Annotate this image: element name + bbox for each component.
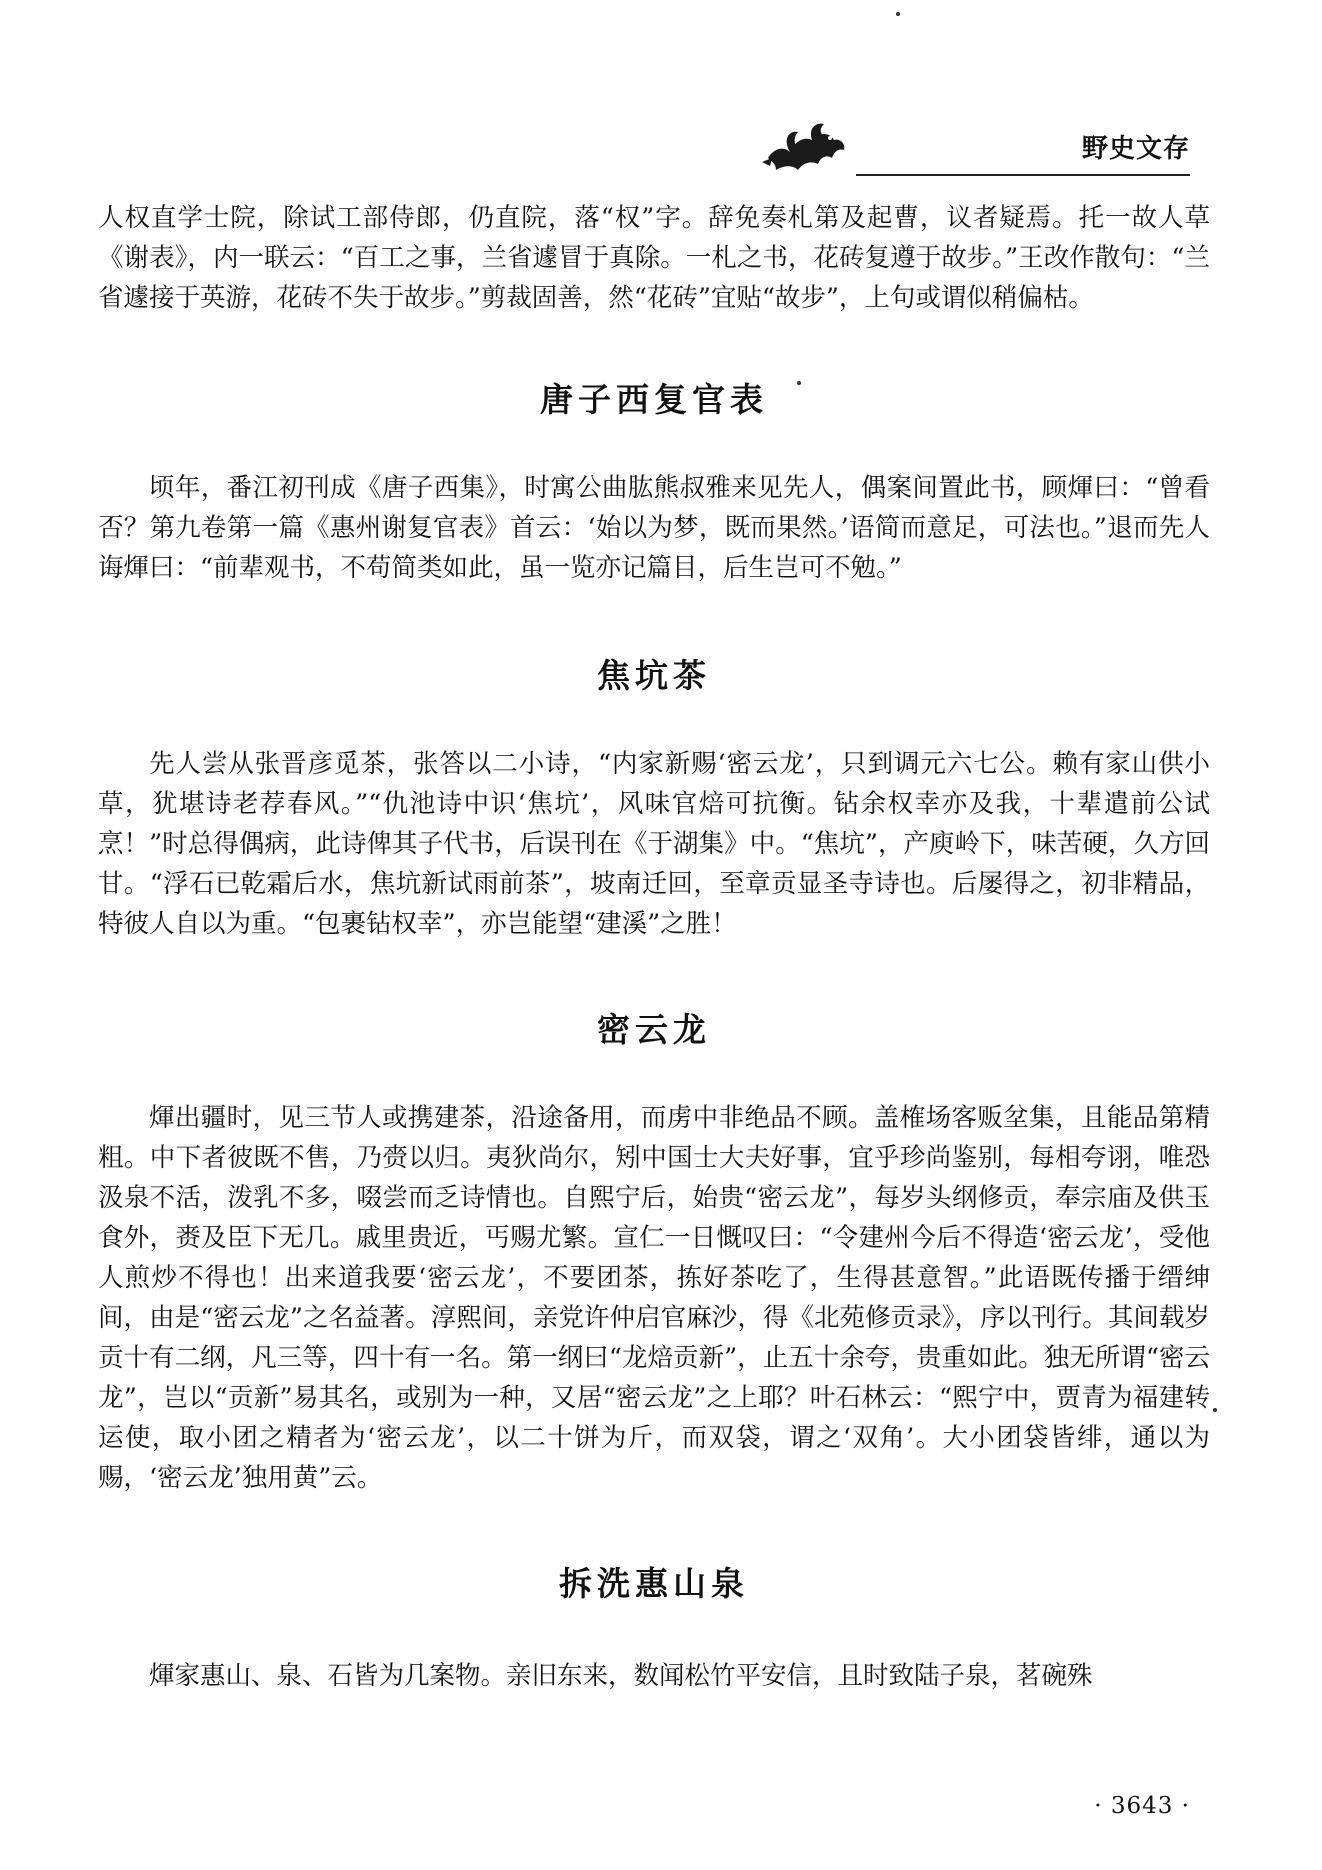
section-title-jiaokeng-tea: 焦坑茶: [597, 656, 711, 695]
paragraph-jiaokeng-tea: 先人尝从张晋彦觅茶，张答以二小诗，“内家新赐‘密云龙’，只到调元六七公。赖有家山供小草，犹堪诗老荐春风。”“仇池诗中识‘焦坑’，风味官焙可抗衡。钻余权幸亦及我，十辈遣前公试烹！”时总得偶病，此诗俾其子代书，后误刊在《于湖集》中。“焦坑”，产庾岭下，味苦硬，久方回甘。“浮石已乾霜后水，焦坑新试雨前茶”，坡南迁回，至章贡显圣寺诗也。后屡得之，初非精品，特彼人自以为重。“包裹钻权幸”，亦岂能望“建溪”之胜！: [98, 749, 1210, 939]
section-title-miyunlong: 密云龙: [597, 1010, 711, 1049]
paragraph-huishan-spring: 煇家惠山、泉、石皆为几案物。亲旧东来，数闻松竹平安信，且时致陆子泉，茗碗殊: [149, 1661, 1093, 1691]
page-body: [98, 198, 1210, 1696]
page-number: · 3643 ·: [1094, 1793, 1190, 1819]
header-rule: [856, 174, 1190, 176]
scan-speck: [896, 12, 900, 16]
section-title-tang-zixi: 唐子西复官表: [540, 380, 768, 419]
running-header: [760, 118, 1190, 178]
running-header-title: 野史文存: [1081, 134, 1190, 164]
paragraph-tang-zixi: 顷年，番江初刊成《唐子西集》，时寓公曲肱熊叔雅来见先人，偶案间置此书，顾煇曰：“曾看否？第九卷第一篇《惠州谢复官表》首云：‘始以为梦，既而果然。’语简而意足，可法也。”退而先人诲煇曰：“前辈观书，不苟简类如此，虽一览亦记篇目，后生岂可不勉。”: [98, 473, 1210, 583]
scan-speck: [1213, 1408, 1217, 1412]
section-title-huishan-spring: 拆洗惠山泉: [559, 1564, 749, 1603]
paragraph-miyunlong: 煇出疆时，见三节人或携建茶，沿途备用，而虏中非绝品不顾。盖榷场客贩坌集，且能品第精粗。中下者彼既不售，乃赍以归。夷狄尚尔，矧中国士大夫好事，宜乎珍尚鉴别，每相夸诩，唯恐汲泉不活，泼乳不多，啜尝而乏诗情也。自熙宁后，始贵“密云龙”，每岁头纲修贡，奉宗庙及供玉食外，赉及臣下无几。戚里贵近，丐赐尤繁。宣仁一日慨叹曰：“令建州今后不得造‘密云龙’，受他人煎炒不得也！出来道我要‘密云龙’，不要团茶，拣好茶吃了，生得甚意智。”此语既传播于缙绅间，由是“密云龙”之名益著。淳熙间，亲党许仲启官麻沙，得《北苑修贡录》，序以刊行。其间载岁贡十有二纲，凡三等，四十有一名。第一纲曰“龙焙贡新”，止五十余夸，贵重如此。独无所谓“密云龙”，岂以“贡新”易其名，或别为一种，又居“密云龙”之上耶？叶石林云：“熙宁中，贾青为福建转运使，取小团之精者为‘密云龙’，以二十饼为斤，而双袋，谓之‘双角’。大小团袋皆绯，通以为赐，‘密云龙’独用黄”云。: [98, 1103, 1210, 1493]
dragon-icon: [760, 118, 852, 178]
paragraph-continued: 人权直学士院，除试工部侍郎，仍直院，落“权”字。辞免奏札第及起曹，议者疑焉。托一故人草《谢表》，内一联云：“百工之事，兰省遽冒于真除。一札之书，花砖复遵于故步。”王改作散句：“兰省遽接于英游，花砖不失于故步。”剪裁固善，然“花砖”宜贴“故步”，上句或谓似稍偏枯。: [98, 203, 1210, 313]
